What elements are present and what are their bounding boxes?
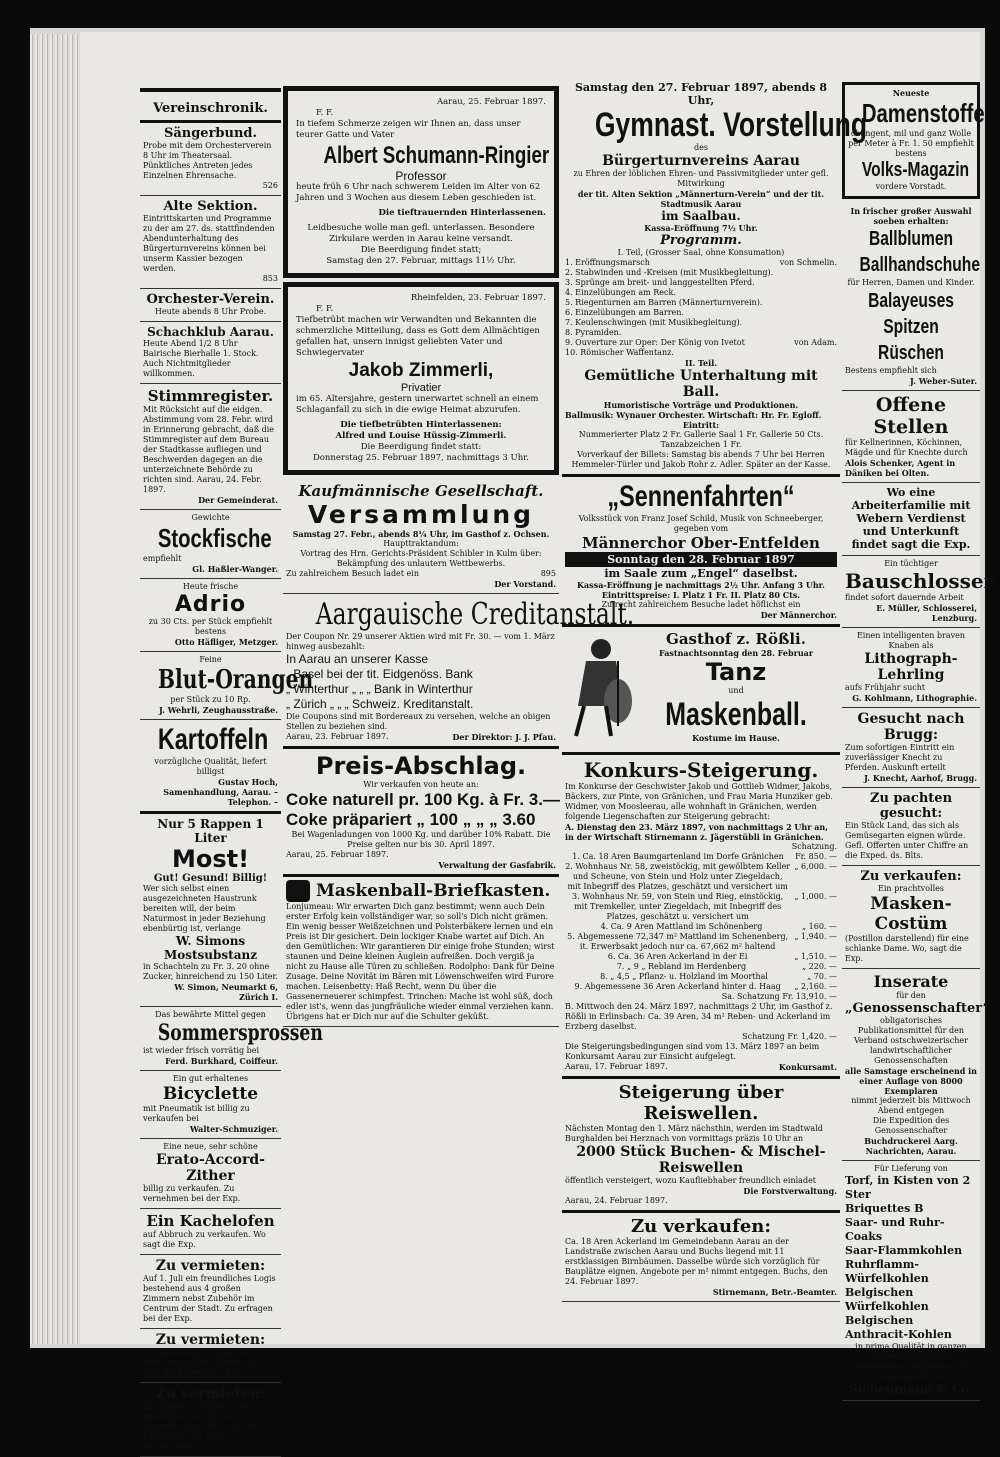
ad-most: Nur 5 Rappen 1 Liter Most! Gut! Gesund! Billig! Wer sich selbst einen ausgezeichneten Haustrunk bereiten will, der beim Naturmost in jeder Beziehung ebenbürtig ist, verlange W. Simons Mostsubstanz in Schachteln zu Fr. 3. 20 ohne Zucker, hinreichend zu 150 Liter. W. Simon, Neumarkt 6, Zürich I. [140, 814, 281, 1007]
ball-item: Rüschen [878, 342, 944, 364]
konkurs-item: 3. Wohnhaus Nr. 59, von Stein und Rieg, einstöckig, mit Tremkeller, unter Ziegeldach, mit Inbegriff des Platzes, geschätzt u. versichert um [571, 892, 784, 921]
program-item [565, 318, 837, 328]
coal-item: Ruhrflamm-Würfelkohlen [845, 1258, 929, 1285]
program-item-label: 3. Sprünge am breit- und langgestellten Pferd. [565, 278, 755, 287]
ad-inserate-genossenschafter: Inserate für den „Genossenschafter“ obligatorisches Publikationsmittel für den Verband ostschweizerischer landwirtschaftlicher Genossenschaften alle Samstage erscheinend in einer Auflage von 8000 Exemplaren nimmt jederzeit bis Mittwoch Abend entgegen Die Expedition des Genossenschafter Buchdruckerei Aarg. Nachrichten, Aarau. [842, 969, 980, 1161]
ad-adrio: Heute frische Adrio zu 30 Cts. per Stück empfiehlt bestens Otto Häfliger, Metzger. [140, 579, 281, 652]
rule [140, 88, 281, 92]
konkurs-value: „ 2,160. — [794, 982, 837, 991]
ad-gymnast-vorstellung: Samstag den 27. Februar 1897, abends 8 Uhr, Gymnast. Vorstellung des Bürgerturnvereins Aarau zu Ehren der löblichen Ehren- und Passivmitglieder unter gefl. Mitwirkung der tit. Alten Sektion „Männerturn-Verein“ und der tit. Stadtmusik Aarau im Saalbau. Kassa-Eröffnung 7½ Uhr. Programm. I. Teil, (Grosser Saal, ohne Konsumation) 1. Eröffnungsmarsch von Schmelin. 2. Stabwinden und -Kreisen (mit Musikbegleitung). 3. Sprünge am breit- und langgestellten Pferd. 4. Einzelübungen am Reck. 5. Riegenturnen am Barren (Männerturnverein). 6. Einzelübungen am Barren. 7. Keulenschwingen (mit Musikbegleitung). 8. Pyramiden. 9. Ouverture zur Oper: Der König von Ivetot von Adam. 10. Römischer Waffentanz. II. Teil. Gemütliche Unterhaltung mit Ball. Humoristische Vorträge und Produktionen. Ballmusik: Wynauer Orchester. Wirtschaft: Hr. Fr. Egloff. Eintritt: Nummerierter Platz 2 Fr. Gallerie Saal 1 Fr. Gallerie 50 Cts. Tanzabzeichen 1 Fr. Vorverkauf der Billets: Samstag bis abends 7 Uhr bei Herren Hemmeler-Türler und Jakob Rohr z. Adler. Später an der Kasse. [562, 78, 840, 477]
ad-alte-sektion: Alte Sektion. Eintrittskarten und Programme zu der am 27. ds. stattfindenden Abendunterhaltung des Bürgerturnvereins können bei unserm Kassier bezogen werden. 853 [140, 196, 281, 289]
ad-maskenball-briefkasten: Maskenball-Briefkasten. Lonjumeau: Wir erwarten Dich ganz bestimmt; wenn auch Dein erster Erfolg kein vollständiger war, so soll's Dich nicht grämen. Ein wenig besser Weißzeichnen und Polsterbäkere lernen und ein Preis ist Dir gesichert. Dein lockiger Knabe wartet auf Dich. An den Gemütlichen: Wir garantieren Dir einige frohe Stunden; wirst staunen und Deine kleinen Äuglein aufreißen. Doch vergiß ja nicht zu Hause alle Türen zu schließen. Rodolpho: Dank für Deine Zusage. Deine Novität im Bären mit Löwenschweifen wird Furore machen. Leisenbetty: Haß Recht, wenn Du über die Gassenerneuerer schimpfest. Trinchen: Mache ist wohl süß, doch edler ist's, wenn das jungfräuliche wieder einmal verziehen kann. Übrigens hat er Dich nur auf die Schulter geküßt. [283, 877, 559, 1027]
program-list [565, 258, 837, 358]
ad-kohlen: Für Lieferung von Torf, in Kisten von 2 Ster Briquettes B Saar- und Ruhr-Coaks Saar-Flammkohlen Ruhrflamm-Würfelkohlen Belgischen Würfelkohlen Belgischen Anthracit-Kohlen in prima Qualität in ganzen Wagenladungen und zentnerweise empfehlen sich angelegentlichst Siebenmann & Co. [842, 1161, 980, 1401]
coal-list [845, 1174, 977, 1342]
konkurs-row [565, 932, 837, 952]
program-item [565, 328, 837, 338]
program-item-composer: von Adam. [794, 338, 837, 347]
konkurs-row [565, 852, 837, 862]
ad-stockfische: Gewichte Stockfische empfiehlt Gl. Haßler-Wanger. [140, 510, 281, 579]
konkurs-value: „ 1,510. — [794, 952, 837, 961]
credit-place: „ Basel bei der tit. Eidgenöss. Bank [286, 667, 473, 681]
death-notice-zimmerli: Rheinfelden, 23. Februar 1897. F. F. Tiefbetrübt machen wir Verwandten und Bekannten die schmerzliche Mitteilung, dass es Gott dem Allmächtigen gefallen hat, unsern innigst geliebten Vater und Schwiegervater Jakob Zimmerli, Privatier im 65. Altersjahre, gestern unerwartet schnell an einem Schlaganfall zu sich in die ewige Heimat abzurufen. Die tiefbetrübten Hinterlassenen: Alfred und Louise Hüssig-Zimmerli. Die Beerdigung findet statt: Donnerstag 25. Februar 1897, nachmittags 3 Uhr. [283, 282, 559, 475]
date-banner: Sonntag den 28. Februar 1897 [565, 552, 837, 567]
ad-kaufmaennische: Kaufmännische Gesellschaft. Versammlung Samstag 27. Febr., abends 8¼ Uhr, im Gasthof z. Ochsen. Haupttraktandum: Vortrag des Hrn. Gerichts-Präsident Schibler in Kulm über: Bekämpfung des unlautern Wettbewerbs. Zu zahlreichem Besuch ladet ein 895 Der Vorstand. [283, 479, 559, 594]
ad-zu-pachten: Zu pachten gesucht: Ein Stück Land, das sich als Gemüsegarten eignen würde. Gefl. Offerten unter Chiffre an die Exped. ds. Blts. [842, 788, 980, 866]
column-3 [562, 78, 868, 1308]
ad-gesucht-brugg: Gesucht nach Brugg: Zum sofortigen Eintritt ein zuverlässiger Knecht zu Pferden. Auskunft erteilt J. Knecht, Aarhof, Brugg. [842, 708, 980, 788]
program-item-label: 8. Pyramiden. [565, 328, 622, 337]
ball-items-2 [845, 288, 977, 366]
ad-stimmregister: Stimmregister. Mit Rücksicht auf die eidgen. Abstimmung vom 28. Febr. wird in Erinnerung gebracht, daß die Stimmregister auf dem Bureau der Stadtkasse aufliegen und Beschwerden dagegen an die unterzeichnete Behörde zu richten sind. Aarau, 24. Febr. 1897. Der Gemeinderat. [140, 384, 281, 510]
ad-saengerbund: Sängerbund. Probe mit dem Orchesterverein 8 Uhr im Theatersaal. Pünktliches Antreten jedes Einzelnen Ehrensache. 526 [140, 123, 281, 196]
konkurs-item: 8. „ 4,5 „ Pflanz- u. Holzland im Moorthal [600, 972, 768, 981]
konkurs-item: 7. „ 9 „ Rebland im Herdenberg [616, 962, 747, 971]
ball-item: Ballblumen [868, 228, 954, 250]
ad-sennenfahrten: „Sennenfahrten“ Volksstück von Franz Josef Schild, Musik von Schneeberger, gegeben vom Männerchor Ober-Entfelden Sonntag den 28. Februar 1897 im Saale zum „Engel“ daselbst. Kassa-Eröffnung je nachmittags 2½ Uhr. Anfang 3 Uhr. Eintrittspreise: I. Platz 1 Fr. II. Platz 80 Cts. Zu recht zahlreichem Besuche ladet höflichst ein Der Männerchor. [562, 477, 840, 627]
program-item [565, 338, 837, 348]
column-4 [842, 82, 995, 1396]
program-item-label: 7. Keulenschwingen (mit Musikbegleitung). [565, 318, 743, 327]
page-edges [30, 34, 80, 1344]
jester-icon [286, 880, 310, 902]
konkurs-value: Fr. 850. — [795, 852, 837, 861]
coal-item: Saar- und Ruhr-Coaks [845, 1216, 945, 1243]
konkurs-item: 2. Wohnhaus Nr. 58, zweistöckig, mit gewölbtem Keller und Scheune, von Stein und Holz unter Ziegeldach, mit Inbegriff des Platzes, geschätzt und versichert um [565, 862, 791, 891]
ad-sommersprossen: Das bewährte Mittel gegen Sommersprossen ist wieder frisch vorrätig bei Ferd. Burkhard, Coiffeur. [140, 1007, 281, 1071]
ad-konkurs-steigerung: Konkurs-Steigerung. Im Konkurse der Geschwister Jakob und Gottlieb Widmer, Jakobs, Bäckers, zur Pinte, von Gränichen, und Frau Maria Hunziker geb. Widmer, von Moosleerau, alle wohnhaft in Gränichen, werden folgende Liegenschaften zur Steigerung gebracht: A. Dienstag den 23. März 1897, von nachmittags 2 Uhr an, in der Wirtschaft Stirnemann z. Jägerstübli in Gränichen. Schatzung. 1. Ca. 18 Aren Baumgartenland im Dorfe Gränichen Fr. 850. — 2. Wohnhaus Nr. 58, zweistöckig, mit gewölbtem Keller und Scheune, von Stein und Holz unter Ziegeldach, mit Inbegriff des Platzes, geschätzt und versichert um „ 6,000. — 3. Wohnhaus Nr. 59, von Stein und Rieg, einstöckig, mit Tremkeller, unter Ziegeldach, mit Inbegriff des Platzes, geschätzt u. versichert um „ 1,000. — 4. Ca. 9 Aren Mattland im Schönenberg „ 160. — 5. Abgemessene 72,347 m² Mattland im Schenenberg, it. Erwerbsakt jedoch nur ca. 67,662 m² haltend „ 1,940. — 6. Ca. 36 Aren Ackerland in der Ei „ 1,510. — 7. „ 9 „ Rebland im Herdenberg „ 220. — 8. „ 4,5 „ Pflanz- u. Holzland im Moorthal „ 70. — 9. Abgemessene 36 Aren Ackerland hinter d. Haag „ 2,160. — Sa. Schatzung Fr. 13,910. — B. Mittwoch den 24. März 1897, nachmittags 2 Uhr, im Gasthof z. Rößli in Erlinsbach: Ca. 39 Aren, 34 m² Reben- und Ackerland im Erzberg daselbst. Schatzung Fr. 1,420. — Die Steigerungsbedingungen sind vom 13. März 1897 an beim Konkursamt Aarau zur Einsicht aufgelegt. Aarau, 17. Februar 1897. Konkursamt. [562, 755, 840, 1079]
konkurs-row [565, 952, 837, 962]
ad-blut-orangen: Feine Blut-Orangen per Stück zu 10 Rp. J. Wehrli, Zeughausstraße. [140, 652, 281, 720]
konkurs-row [565, 982, 837, 992]
ad-ballblumen: In frischer großer Auswahl soeben erhalten: Ballblumen Ballhandschuhe für Herren, Damen und Kinder. Balayeuses Spitzen Rüschen Bestens empfiehlt sich J. Weber-Suter. [842, 203, 980, 391]
konkurs-row [565, 862, 837, 892]
konkurs-row [565, 962, 837, 972]
column-1 [140, 86, 323, 1451]
credit-place: In Aarau an unserer Kasse [286, 652, 429, 666]
konkurs-value: „ 220. — [801, 962, 837, 971]
program-item [565, 268, 837, 278]
ad-masken-costuem: Zu verkaufen: Ein prachtvolles Masken-Costüm (Postillon darstellend) für eine schlanke Dame. Wo, sagt die Exp. [842, 866, 980, 969]
konkurs-value: „ 1,940. — [794, 932, 837, 941]
konkurs-table [565, 852, 837, 992]
program-item-label: 1. Eröffnungsmarsch [565, 258, 650, 267]
konkurs-item: 9. Abgemessene 36 Aren Ackerland hinter d. Haag [574, 982, 781, 991]
konkurs-item: 5. Abgemessene 72,347 m² Mattland im Schenenberg, it. Erwerbsakt jedoch nur ca. 67,662 m² haltend [567, 932, 789, 951]
program-item-label: 5. Riegenturnen am Barren (Männerturnverein). [565, 298, 763, 307]
ad-vermieten-3: Zu vermieten: Ein Zimmer, möbliert, oder unmöbliert mit Küche in gesunder Lage. Wo, sagt die Expedition der Aarg. Nachrichten. [140, 1383, 281, 1457]
ad-schachklub: Schachklub Aarau. Heute Abend 1/2 8 Uhr Bairische Bierhalle 1. Stock. Auch Nichtmitglieder willkommen. [140, 322, 281, 384]
program-item-label: 10. Römischer Waffentanz. [565, 348, 674, 357]
ad-vermieten-1: Zu vermieten: Auf 1. Juli ein freundliches Logis bestehend aus 4 großen Zimmern nebst Zubehör im Centrum der Stadt. Zu erfragen bei der Exp. [140, 1255, 281, 1329]
program-item-composer: von Schmelin. [779, 258, 837, 267]
konkurs-value: „ 6,000. — [794, 862, 837, 871]
program-item-label: 6. Einzelübungen am Barren. [565, 308, 684, 317]
konkurs-row [565, 922, 837, 932]
credit-places [286, 652, 556, 712]
death-notice-schumann: Aarau, 25. Februar 1897. F. F. In tiefem Schmerze zeigen wir Ihnen an, dass unser teurer Gatte und Vater Albert Schumann-Ringier Professor heute früh 6 Uhr nach schwerem Leiden im Alter von 62 Jahren und 3 Wochen aus diesem Leben geschieden ist. Die tieftrauernden Hinterlassenen. Leidbesuche wolle man gefl. unterlassen. Besondere Zirkulare werden in Aarau keine versandt. Die Beerdigung findet statt; Samstag den 27. Februar, mittags 11½ Uhr. [283, 86, 559, 278]
ad-creditanstalt: Aargauische Creditanstalt. Der Coupon Nr. 29 unserer Aktien wird mit Fr. 30. — vom 1. März hinweg ausbezahlt: In Aarau an unserer Kasse „ Basel bei der tit. Eidgenöss. Bank „ Winterthur „ „ „ Bank in Winterthur „ Zürich „ „ „ Schweiz. Kreditanstalt. Die Coupons sind mit Bordereaux zu versehen, welche an obigen Stellen zu beziehen sind. Aarau, 23. Februar 1897. Der Direktor: J. J. Pfau. [283, 594, 559, 749]
ad-bauschlosser: Ein tüchtiger Bauschlosser findet sofort dauernde Arbeit E. Müller, Schlosserei, Lenzburg. [842, 556, 980, 628]
credit-place: „ Zürich „ „ „ Schweiz. Kreditanstalt. [286, 697, 474, 711]
coal-item: Belgischen Würfelkohlen [845, 1286, 929, 1313]
ball-item: Balayeuses [868, 290, 954, 312]
ad-orchester: Orchester-Verein. Heute abends 8 Uhr Probe. [140, 289, 281, 322]
program-item [565, 298, 837, 308]
coal-item: Belgischen Anthracit-Kohlen [845, 1314, 952, 1341]
program-item-label: 4. Einzelübungen am Reck. [565, 288, 676, 297]
ball-item: Ballhandschuhe [859, 254, 981, 276]
ad-lithograph: Einen intelligenten braven Knaben als Lithograph-Lehrling aufs Frühjahr sucht G. Kohlmann, Lithographie. [842, 628, 980, 708]
ad-preis-abschlag: Preis-Abschlag. Wir verkaufen von heute an: Coke naturell pr. 100 Kg. à Fr. 3.— Coke präpariert „ 100 „ „ „ 3.60 Bei Wagenladungen von 1000 Kg. und darüber 10% Rabatt. Die Preise gelten nur bis 30. April 1897. Aarau, 25. Februar 1897. Verwaltung der Gasfabrik. [283, 749, 559, 877]
konkurs-item: 1. Ca. 18 Aren Baumgartenland im Dorfe Gränichen [572, 852, 784, 861]
harlequin-musician-illustration [566, 631, 646, 741]
ad-offene-stellen: Offene Stellen für Kellnerinnen, Köchinnen, Mägde und für Knechte durch Alois Schenker, Agent in Däniken bei Olten. [842, 391, 980, 483]
konkurs-value: „ 160. — [801, 922, 837, 931]
ball-items [845, 226, 981, 278]
coal-item: Briquettes B [845, 1202, 924, 1215]
ad-tanz-maskenball: Gasthof z. Rößli. Fastnachtsonntag den 28. Februar Tanz und Maskenball. Kostume im Hause. [562, 627, 840, 755]
vereinschronik-heading: Vereinschronik. [140, 94, 281, 123]
program-item-label: 2. Stabwinden und -Kreisen (mit Musikbegleitung). [565, 268, 774, 277]
ad-zither: Eine neue, sehr schöne Erato-Accord-Zither billig zu verkaufen. Zu vernehmen bei der Exp. [140, 1139, 281, 1209]
credit-place: „ Winterthur „ „ „ Bank in Winterthur [286, 682, 473, 696]
program-item [565, 258, 837, 268]
konkurs-item: 4. Ca. 9 Aren Mattland im Schönenberg [600, 922, 763, 931]
konkurs-row [565, 972, 837, 982]
ad-bicyclette: Ein gut erhaltenes Bicyclette mit Pneumatik ist billig zu verkaufen bei Walter-Schmuziger. [140, 1071, 281, 1139]
ad-reiswellen: Steigerung über Reiswellen. Nächsten Montag den 1. März nächsthin, werden im Stadtwald Burghalden bei Herznach von vormittags präzis 10 Uhr an 2000 Stück Buchen- & Mischel-Reiswellen öffentlich versteigert, wozu Kaufliebhaber freundlich einladet Die Forstverwaltung. Aarau, 24. Februar 1897. [562, 1079, 840, 1213]
program-item [565, 308, 837, 318]
konkurs-value: „ 70. — [807, 972, 837, 981]
konkurs-item: 6. Ca. 36 Aren Ackerland in der Ei [607, 952, 748, 961]
coal-item: Saar-Flammkohlen [845, 1244, 963, 1257]
program-item [565, 288, 837, 298]
program-item [565, 348, 837, 358]
ball-item: Spitzen [883, 316, 939, 338]
coal-item: Torf, in Kisten von 2 Ster [845, 1174, 971, 1201]
ad-kachelofen: Ein Kachelofen auf Abbruch zu verkaufen. Wo sagt die Exp. [140, 1209, 281, 1255]
ad-vermieten-2: Zu vermieten: Ein möbliertes Zimmer, an ein oder zwei solide Arbeiter. Wo, sagt die Expedi. ds. Blts. [140, 1329, 281, 1383]
ad-kartoffeln: Kartoffeln vorzügliche Qualität, liefert billigst Gustav Hoch, Samenhandlung, Aarau. – Telephon. – [140, 720, 281, 814]
ad-zu-verkaufen-land: Zu verkaufen: Ca. 18 Aren Ackerland im Gemeindebann Aarau an der Landstraße zwischen Aarau und Buchs liegend mit 11 erstklassigen Birnbäumen. Dasselbe würde sich vorzüglich für Bauplätze eignen. Angebote per m² nimmt entgegen. Buchs, den 24. Februar 1897. Stirnemann, Betr.-Beamter. [562, 1213, 840, 1302]
konkurs-value: „ 1,000. — [794, 892, 837, 901]
program-item [565, 278, 837, 288]
konkurs-row [565, 892, 837, 922]
program-item-label: 9. Ouverture zur Oper: Der König von Ivetot [565, 338, 745, 347]
ad-damenstoffe: Neueste Damenstoffe changent, mil und ganz Wolle per Meter à Fr. 1. 50 empfiehlt bestens Volks-Magazin vordere Vorstadt. [842, 82, 980, 199]
ad-arbeiterfamilie: Wo eine Arbeiterfamilie mit Webern Verdienst und Unterkunft findet sagt die Exp. [842, 483, 980, 556]
